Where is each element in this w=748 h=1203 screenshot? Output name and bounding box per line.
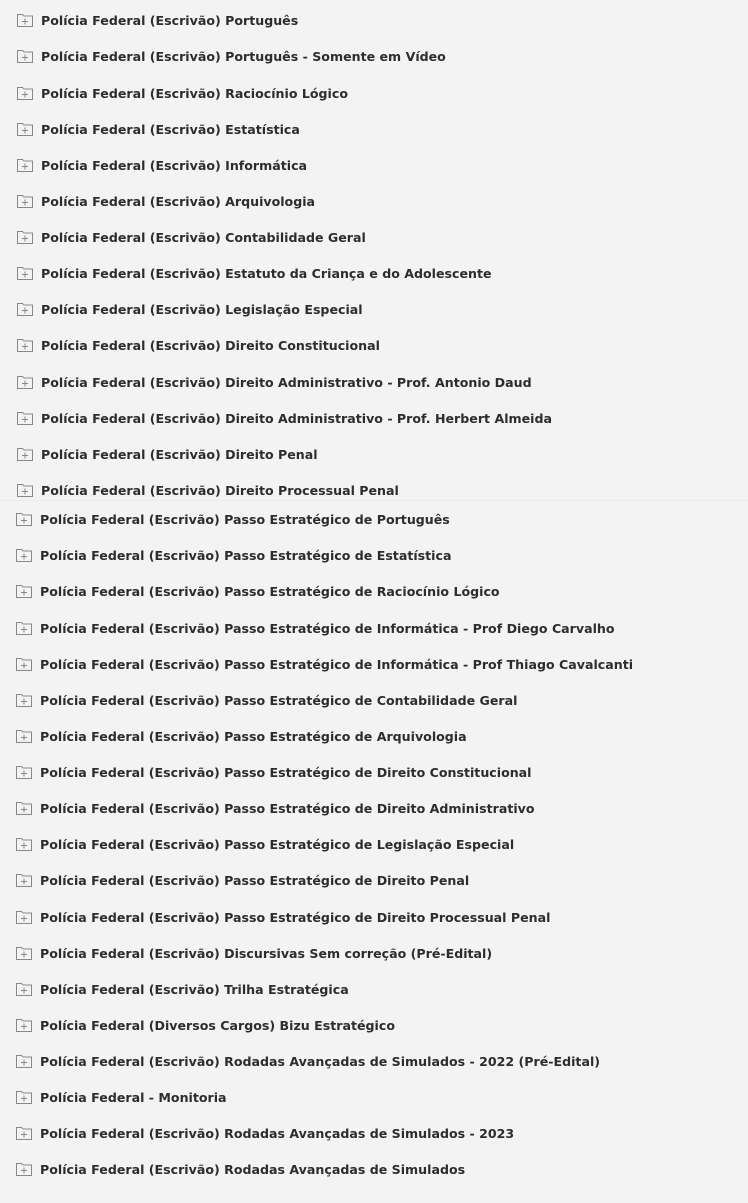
folder-item[interactable] — [16, 581, 500, 601]
folder-list-top — [0, 0, 748, 500]
folder-label: Polícia Federal (Escrivão) Arquivologia — [41, 193, 316, 209]
folder-plus-icon — [17, 338, 33, 352]
folder-plus-icon — [16, 512, 32, 526]
folder-plus-icon — [17, 483, 33, 497]
folder-label: Polícia Federal (Escrivão) Passo Estratégico de Direito Administrativo — [40, 800, 535, 816]
folder-label: Polícia Federal (Escrivão) Passo Estratégico de Português — [40, 511, 450, 527]
folder-label: Polícia Federal (Escrivão) Trilha Estratégica — [40, 981, 349, 997]
folder-label: Polícia Federal (Escrivão) Passo Estratégico de Raciocínio Lógico — [40, 583, 500, 599]
folder-label: Polícia Federal (Escrivão) Direito Constitucional — [41, 337, 380, 353]
folder-item[interactable] — [17, 191, 315, 211]
folder-label: Polícia Federal (Escrivão) Passo Estratégico de Arquivologia — [40, 728, 467, 744]
folder-plus-icon — [17, 122, 33, 136]
folder-label: Polícia Federal (Escrivão) Discursivas Sem correção (Pré-Edital) — [40, 945, 493, 961]
folder-item[interactable] — [17, 227, 366, 247]
folder-label: Polícia Federal (Escrivão) Passo Estratégico de Direito Penal — [40, 872, 470, 888]
folder-label: Polícia Federal (Escrivão) Português - Somente em Vídeo — [41, 48, 446, 64]
folder-plus-icon — [17, 266, 33, 280]
folder-plus-icon — [16, 1126, 32, 1140]
folder-label: Polícia Federal (Escrivão) Rodadas Avançadas de Simulados — [40, 1161, 466, 1177]
folder-label: Polícia Federal (Escrivão) Direito Administrativo - Prof. Antonio Daud — [41, 374, 532, 390]
folder-label: Polícia Federal (Escrivão) Passo Estratégico de Direito Constitucional — [40, 764, 532, 780]
folder-plus-icon — [17, 230, 33, 244]
folder-plus-icon — [17, 158, 33, 172]
folder-plus-icon — [16, 837, 32, 851]
folder-plus-icon — [16, 873, 32, 887]
folder-plus-icon — [16, 548, 32, 562]
folder-plus-icon — [17, 447, 33, 461]
folder-plus-icon — [16, 1090, 32, 1104]
folder-plus-icon — [16, 910, 32, 924]
folder-label: Polícia Federal (Escrivão) Direito Administrativo - Prof. Herbert Almeida — [41, 410, 552, 426]
folder-plus-icon — [17, 86, 33, 100]
folder-plus-icon — [16, 801, 32, 815]
folder-item[interactable] — [17, 299, 363, 319]
folder-label: Polícia Federal (Escrivão) Contabilidade Geral — [41, 229, 366, 245]
folder-plus-icon — [16, 621, 32, 635]
folder-plus-icon — [16, 765, 32, 779]
folder-item[interactable] — [16, 870, 469, 890]
folder-label: Polícia Federal (Escrivão) Estatuto da Criança e do Adolescente — [41, 265, 492, 281]
folder-plus-icon — [16, 729, 32, 743]
folder-item[interactable] — [17, 10, 298, 30]
folder-item[interactable] — [17, 480, 399, 500]
folder-item[interactable] — [16, 618, 615, 638]
folder-list-bottom — [0, 500, 748, 1203]
folder-plus-icon — [17, 49, 33, 63]
folder-item[interactable] — [17, 83, 348, 103]
folder-plus-icon — [16, 584, 32, 598]
folder-item[interactable] — [16, 834, 514, 854]
folder-item[interactable] — [16, 545, 451, 565]
folder-plus-icon — [16, 693, 32, 707]
folder-label: Polícia Federal (Escrivão) Estatística — [41, 121, 300, 137]
folder-plus-icon — [16, 1162, 32, 1176]
folder-item[interactable] — [16, 907, 550, 927]
folder-item[interactable] — [17, 335, 380, 355]
folder-label: Polícia Federal (Escrivão) Legislação Especial — [41, 301, 363, 317]
folder-plus-icon — [16, 1018, 32, 1032]
folder-label: Polícia Federal (Diversos Cargos) Bizu Estratégico — [40, 1017, 395, 1033]
folder-label: Polícia Federal (Escrivão) Passo Estratégico de Informática - Prof Diego Carvalho — [40, 620, 615, 636]
folder-item[interactable] — [16, 509, 450, 529]
folder-item[interactable] — [17, 119, 300, 139]
folder-plus-icon — [17, 411, 33, 425]
folder-item[interactable] — [16, 1123, 514, 1143]
folder-plus-icon — [17, 302, 33, 316]
folder-item[interactable] — [16, 1159, 465, 1179]
folder-item[interactable] — [16, 1087, 227, 1107]
folder-label: Polícia Federal (Escrivão) Passo Estratégico de Estatística — [40, 547, 452, 563]
folder-label: Polícia Federal - Monitoria — [40, 1089, 227, 1105]
folder-label: Polícia Federal (Escrivão) Rodadas Avançadas de Simulados - 2023 — [40, 1125, 515, 1141]
folder-label: Polícia Federal (Escrivão) Informática — [41, 157, 308, 173]
folder-item[interactable] — [16, 654, 633, 674]
folder-plus-icon — [16, 946, 32, 960]
folder-plus-icon — [17, 375, 33, 389]
folder-label: Polícia Federal (Escrivão) Português — [41, 12, 299, 28]
folder-label: Polícia Federal (Escrivão) Rodadas Avançadas de Simulados - 2022 (Pré-Edital) — [40, 1053, 601, 1069]
folder-label: Polícia Federal (Escrivão) Passo Estratégico de Informática - Prof Thiago Cavalcanti — [40, 656, 634, 672]
folder-item[interactable] — [17, 444, 318, 464]
folder-label: Polícia Federal (Escrivão) Raciocínio Lógico — [41, 85, 348, 101]
folder-item[interactable] — [16, 979, 349, 999]
folder-item[interactable] — [16, 943, 492, 963]
folder-plus-icon — [16, 657, 32, 671]
folder-item[interactable] — [17, 372, 532, 392]
folder-label: Polícia Federal (Escrivão) Passo Estratégico de Contabilidade Geral — [40, 692, 518, 708]
folder-plus-icon — [17, 194, 33, 208]
folder-label: Polícia Federal (Escrivão) Direito Penal — [41, 446, 318, 462]
folder-label: Polícia Federal (Escrivão) Direito Processual Penal — [41, 482, 399, 498]
folder-item[interactable] — [17, 155, 307, 175]
folder-item[interactable] — [17, 263, 492, 283]
folder-item[interactable] — [16, 1051, 600, 1071]
folder-plus-icon — [16, 982, 32, 996]
folder-label: Polícia Federal (Escrivão) Passo Estratégico de Direito Processual Penal — [40, 909, 551, 925]
folder-item[interactable] — [17, 408, 552, 428]
folder-item[interactable] — [16, 762, 532, 782]
folder-item[interactable] — [16, 1015, 395, 1035]
folder-item[interactable] — [16, 798, 535, 818]
folder-item[interactable] — [16, 690, 517, 710]
folder-plus-icon — [16, 1054, 32, 1068]
folder-item[interactable] — [16, 726, 467, 746]
folder-label: Polícia Federal (Escrivão) Passo Estratégico de Legislação Especial — [40, 836, 515, 852]
folder-item[interactable] — [17, 46, 446, 66]
folder-plus-icon — [17, 13, 33, 27]
